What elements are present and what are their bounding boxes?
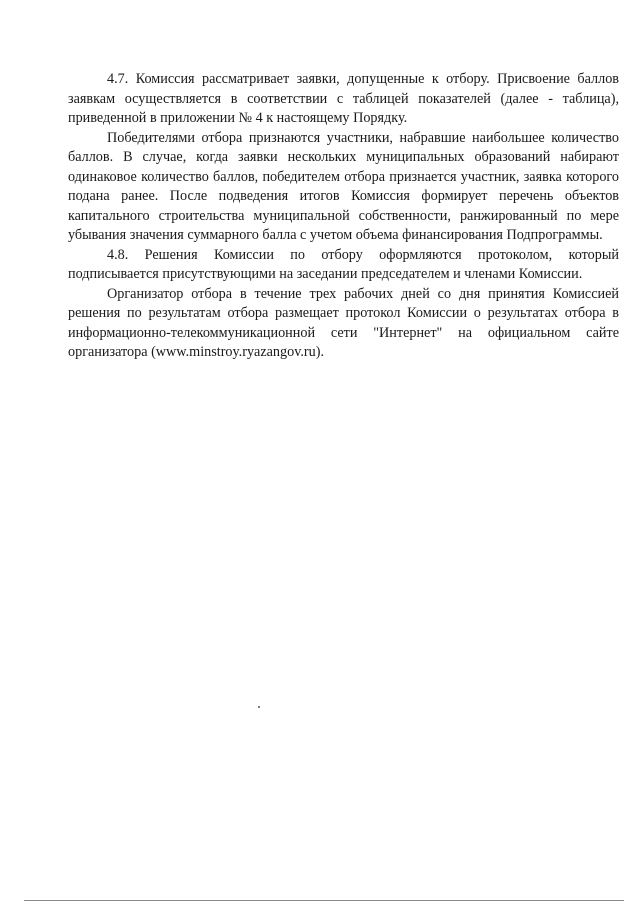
- paragraph-winners: Победителями отбора признаются участники, набравшие наибольшее количество баллов. В случае, когда заявки нескольких муниципальных образований набирают одинаковое количество баллов, победителем отбора признается участник, заявка которого подана ранее. После подведения итогов Комиссия формирует перечень объектов капитального строительства муниципальной собственности, ранжированный по мере убывания значения суммарного балла с учетом объема финансирования Подпрограммы.: [68, 129, 619, 243]
- paragraph-4-8: 4.8. Решения Комиссии по отбору оформляются протоколом, который подписывается присутствующими на заседании председателем и членами Комиссии.: [68, 246, 619, 282]
- document-body: [68, 70, 619, 363]
- paragraph-4-7: 4.7. Комиссия рассматривает заявки, допущенные к отбору. Присвоение баллов заявкам осуществляется в соответствии с таблицей показателей (далее - таблица), приведенной в приложении № 4 к настоящему Порядку.: [68, 71, 619, 126]
- paragraph-publication: Организатор отбора в течение трех рабочих дней со дня принятия Комиссией решения по результатам отбора размещает протокол Комиссии о результатах отбора в информационно-телекоммуникационной сети "Интернет" на официальном сайте организатора (www.minstroy.ryazangov.ru).: [68, 285, 619, 360]
- page-bottom-edge: [24, 900, 624, 901]
- scan-speck: [258, 706, 260, 708]
